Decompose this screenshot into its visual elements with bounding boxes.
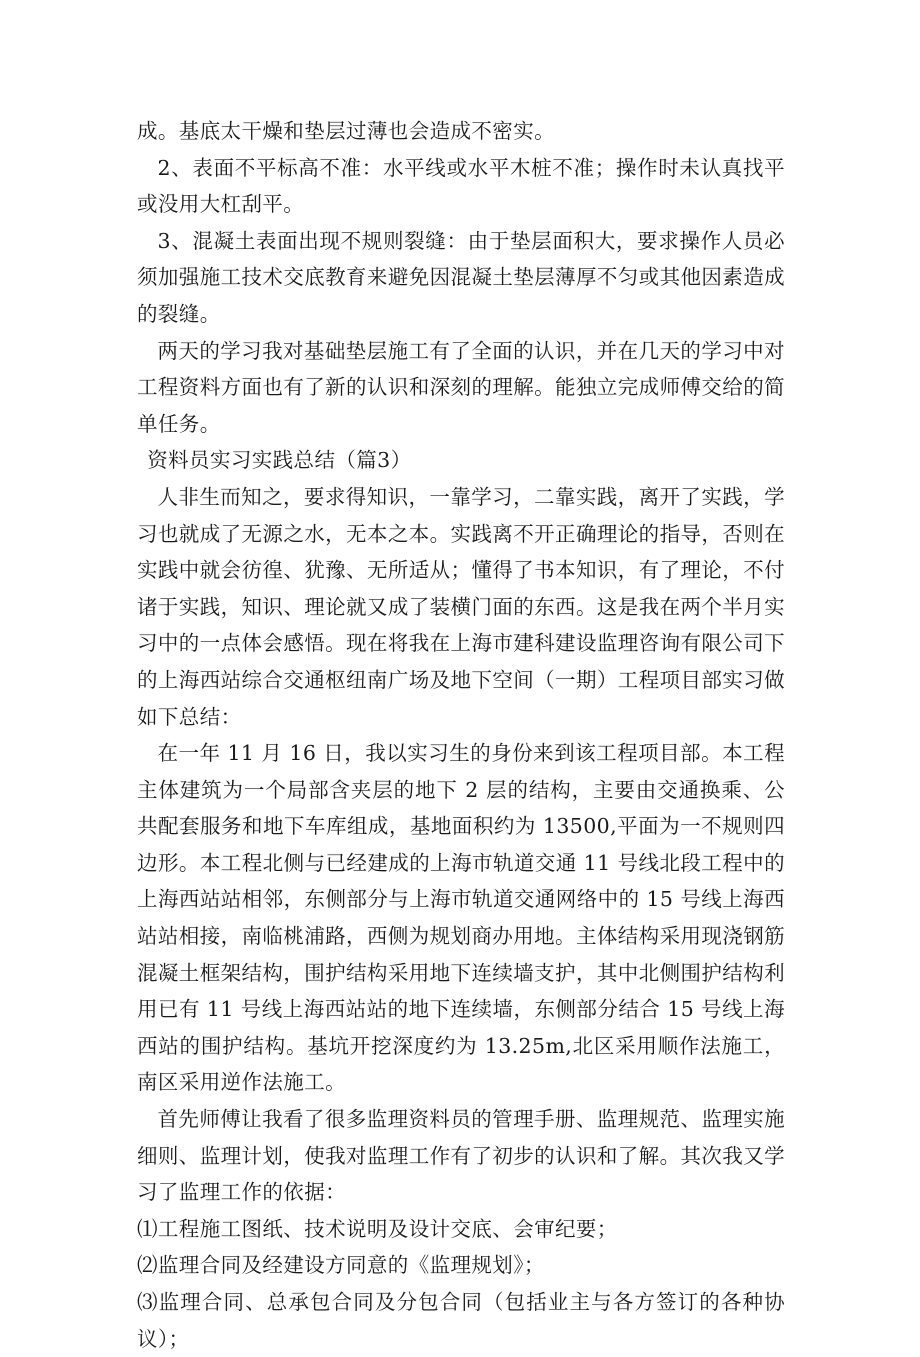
- paragraph-irregular-cracks: 3、混凝土表面出现不规则裂缝：由于垫层面积大，要求操作人员必须加强施工技术交底教育来避免因混凝土垫层薄厚不匀或其他因素造成的裂缝。: [137, 228, 785, 326]
- paragraph-surface-uneven: 2、表面不平标高不准：水平线或水平木桩不准；操作时未认真找平或没用大杠刮平。: [137, 155, 785, 217]
- list-item-supervision-plan: ⑵监理合同及经建设方同意的《监理规划》；: [137, 1253, 545, 1278]
- paragraph-supervision-basis: 首先师傅让我看了很多监理资料员的管理手册、监理规范、监理实施细则、监理计划，使我对监理工作有了初步的认识和了解。其次我又学习了监理工作的依据：: [137, 1107, 785, 1205]
- list-item-drawings: ⑴工程施工图纸、技术说明及设计交底、会审纪要；: [137, 1216, 618, 1241]
- paragraph-knowledge-practice: 人非生而知之，要求得知识，一靠学习，二靠实践，离开了实践，学习也就成了无源之水，无本之本。实践离不开正确理论的指导，否则在实践中就会彷徨、犹豫、无所适从；懂得了书本知识，有了理论，不付诸于实践，知识、理论就又成了装横门面的东西。这是我在两个半月实习中的一点体会感悟。现在将我在上海市建科建设监理咨询有限公司下的上海西站综合交通枢纽南广场及地下空间（一期）工程项目部实习做如下总结：: [137, 484, 785, 729]
- paragraph-continuation: 成。基底太干燥和垫层过薄也会造成不密实。: [137, 119, 555, 143]
- paragraph-two-days-study: 两天的学习我对基础垫层施工有了全面的认识，并在几天的学习中对工程资料方面也有了新的认识和深刻的理解。能独立完成师傅交给的简单任务。: [137, 338, 785, 436]
- section-heading: 资料员实习实践总结（篇3）: [147, 448, 412, 473]
- list-item-contracts: ⑶监理合同、总承包合同及分包合同（包括业主与各方签订的各种协议）；: [137, 1290, 785, 1351]
- document-body: [137, 113, 785, 1357]
- paragraph-project-overview: 在一年 11 月 16 日，我以实习生的身份来到该工程项目部。本工程主体建筑为一个局部含夹层的地下 2 层的结构，主要由交通换乘、公共配套服务和地下车库组成，基地面积约为 13500,平面为一不规则四边形。本工程北侧与已经建成的上海市轨道交通 11 号线北段工程中的上海西站站相邻，东侧部分与上海市轨道交通网络中的 15 号线上海西站站相接，南临桃浦路，西侧为规划商办用地。主体结构采用现浇钢筋混凝土框架结构，围护结构采用地下连续墙支护，其中北侧围护结构利用已有 11 号线上海西站站的地下连续墙，东侧部分结合 15 号线上海西站的围护结构。基坑开挖深度约为 13.25m,北区采用顺作法施工，南区采用逆作法施工。: [137, 741, 785, 1095]
